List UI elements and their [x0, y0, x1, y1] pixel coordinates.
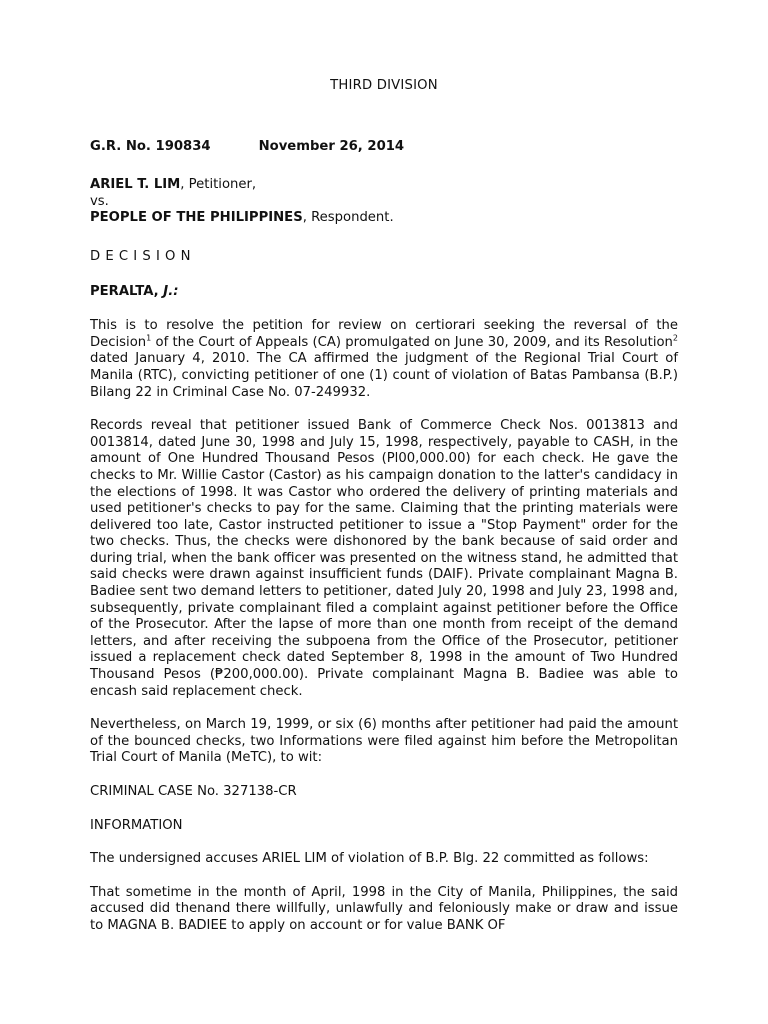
ponente-title: J.:	[163, 283, 179, 299]
paragraph-5: That sometime in the month of April, 1998 in the City of Manila, Philippines, the said accused did thenand there willfully, unlawfully and feloniously make or draw and issue to MAGNA B. BADIEE to apply on account or for value BANK OF	[90, 884, 678, 933]
paragraph-3: Nevertheless, on March 19, 1999, or six (6) months after petitioner had paid the amount of the bounced checks, two Informations were filed against him before the Metropolitan Trial Court of Manila (MeTC), to wit:	[90, 717, 678, 766]
criminal-case-label: CRIMINAL CASE No. 327138-CR	[90, 784, 297, 799]
case-caption	[90, 177, 678, 227]
paragraph-1	[90, 318, 678, 401]
footnote-2-marker[interactable]: 2	[672, 333, 678, 343]
decision-date: November 26, 2014	[258, 138, 405, 154]
gr-number: G.R. No. 190834	[90, 138, 211, 154]
petitioner-line	[90, 177, 678, 194]
footnote-1-marker[interactable]: 1	[146, 333, 152, 343]
division-heading: THIRD DIVISION	[330, 78, 438, 93]
respondent-name: PEOPLE OF THE PHILIPPINES	[90, 210, 303, 226]
paragraph-4: The undersigned accuses ARIEL LIM of violation of B.P. Blg. 22 committed as follows:	[90, 851, 649, 867]
information-label: INFORMATION	[90, 817, 183, 833]
ponente-name: PERALTA,	[90, 283, 164, 299]
respondent-line	[90, 210, 678, 227]
decision-heading: DECISION	[90, 248, 196, 264]
paragraph-1-part-a: This is to resolve the petition for review on certiorari seeking the reversal of the Decision	[90, 318, 678, 350]
case-number-line	[90, 139, 678, 156]
ponente-line	[90, 284, 678, 301]
paragraph-1-part-c: dated January 4, 2010. The CA affirmed the judgment of the Regional Trial Court of Manila (RTC), convicting petitioner of one (1) count of violation of Batas Pambansa (B.P.) Bilang 22 in Criminal Case No. 07-249932.	[90, 351, 678, 400]
paragraph-2: Records reveal that petitioner issued Bank of Commerce Check Nos. 0013813 and 0013814, dated June 30, 1998 and July 15, 1998, respectively, payable to CASH, in the amount of One Hundred Thousand Pesos (Pl00,000.00) for each check. He gave the checks to Mr. Willie Castor (Castor) as his campaign donation to the latter's candidacy in the elections of 1998. It was Castor who ordered the delivery of printing materials and used petitioner's checks to pay for the same. Claiming that the printing materials were delivered too late, Castor instructed petitioner to issue a "Stop Payment" order for the two checks. Thus, the checks were dishonored by the bank because of said order and during trial, when the bank officer was presented on the witness stand, he admitted that said checks were drawn against insufficient funds (DAIF). Private complainant Magna B. Badiee sent two demand letters to petitioner, dated July 20, 1998 and July 23, 1998 and, subsequently, private complainant filed a complaint against petitioner before the Office of the Prosecutor. After the lapse of more than one month from receipt of the demand letters, and after receiving the subpoena from the Office of the Prosecutor, petitioner issued a replacement check dated September 8, 1998 in the amount of Two Hundred Thousand Pesos (₱200,000.00). Private complainant Magna B. Badiee was able to encash said replacement check.	[90, 418, 678, 699]
petitioner-role: , Petitioner,	[180, 177, 257, 193]
versus-line: vs.	[90, 193, 109, 209]
petitioner-name: ARIEL T. LIM	[90, 177, 181, 193]
paragraph-1-part-b: of the Court of Appeals (CA) promulgated on June 30, 2009, and its Resolution	[151, 334, 673, 350]
respondent-role: , Respondent.	[302, 210, 394, 226]
